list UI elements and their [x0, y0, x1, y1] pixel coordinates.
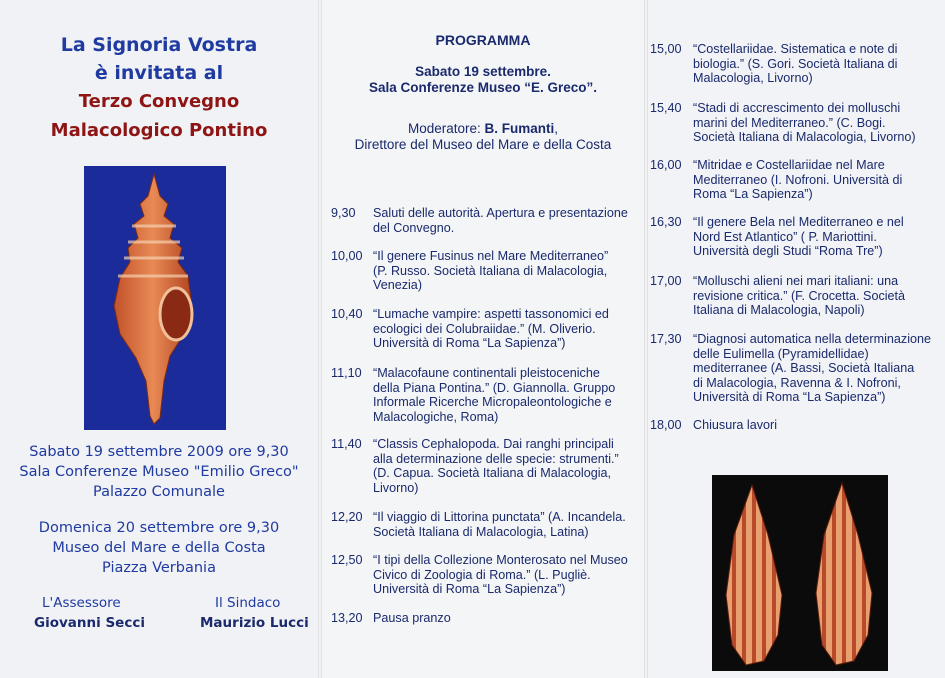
program-time: 18,00 [650, 418, 682, 432]
program-line: Società Italiana di Malacologia, Latina) [373, 524, 589, 539]
program-description [693, 332, 931, 405]
sindaco-name: Maurizio Lucci [200, 615, 309, 631]
program-line: (D. Capua. Società Italiana di Malacologia, [373, 466, 612, 480]
program-description [693, 158, 902, 202]
program-description [373, 553, 628, 597]
program-description [693, 101, 916, 145]
sunday-info [0, 518, 318, 578]
program-line: revisione critica.” (F. Crocetta. Società [693, 288, 906, 303]
program-description [693, 42, 897, 86]
event-title-line-2: Malacologico Pontino [50, 120, 268, 141]
program-line: delle Eulimella (Pyramidellidae) [693, 346, 869, 361]
program-line: Malacologia, Livorno) [693, 71, 813, 85]
program-line: Società Italiana di Malacologia, Livorno) [693, 130, 916, 144]
saturday-date: Sabato 19 settembre 2009 ore 9,30 [29, 444, 289, 460]
program-line: “Stadi di accrescimento dei molluschi [693, 101, 901, 115]
program-line: Pausa pranzo [373, 611, 451, 625]
mitra-shells-photo [712, 475, 888, 671]
program-time: 11,40 [331, 437, 362, 451]
program-time: 15,00 [650, 42, 682, 56]
sunday-venue: Museo del Mare e della Costa [52, 540, 266, 556]
program-time: 9,30 [331, 206, 356, 220]
program-line: Venezia) [373, 278, 423, 292]
event-title-line-1: Terzo Convegno [78, 91, 240, 112]
program-date: Sabato 19 settembre. [415, 64, 551, 79]
program-line: Saluti delle autorità. Apertura e presentazione [373, 206, 628, 220]
program-line: Mediterraneo (I. Nofroni. Università di [693, 172, 903, 187]
program-time: 10,00 [331, 249, 363, 263]
program-line: alla determinazione delle specie: strumenti.” [373, 451, 619, 466]
program-time: 16,30 [650, 215, 682, 229]
striped-shells-image [712, 475, 888, 671]
shell-photo [84, 166, 226, 430]
program-line: “Lumache vampire: aspetti tassonomici ed [373, 307, 609, 321]
program-line: Università di Roma “La Sapienza”) [693, 390, 886, 404]
sindaco-title: Il Sindaco [215, 595, 281, 611]
program-description [373, 437, 619, 495]
program-line: Università di Roma “La Sapienza”) [373, 336, 566, 350]
program-description [693, 215, 904, 259]
program-description [373, 366, 615, 424]
program-line: “Il genere Fusinus nel Mare Mediterraneo” [373, 249, 609, 263]
program-line: Malacologiche, Roma) [373, 409, 499, 424]
program-time: 17,00 [650, 274, 682, 288]
sunday-place: Piazza Verbania [102, 560, 216, 576]
program-line: “Classis Cephalopoda. Dai ranghi principali [373, 437, 614, 451]
program-description [693, 274, 905, 318]
program-line: Chiusura lavori [693, 418, 777, 432]
program-venue: Sala Conferenze Museo “E. Greco”. [368, 80, 598, 95]
invite-line-2: è invitata al [94, 62, 224, 84]
program-line: della Piana Pontina.” (D. Giannolla. Gruppo [373, 380, 616, 395]
program-time: 11,10 [331, 366, 362, 380]
program-description [693, 418, 777, 433]
program-line: Università degli Studi “Roma Tre”) [693, 244, 883, 258]
moderator-comma: , [554, 121, 559, 136]
program-line: Nord Est Atlantico” ( P. Mariottini. [693, 229, 877, 244]
assessore-name: Giovanni Secci [34, 615, 145, 631]
program-line: Università di Roma “La Sapienza”) [373, 582, 566, 596]
program-description [373, 510, 626, 539]
saturday-place: Palazzo Comunale [93, 484, 225, 500]
invite-line-1: La Signoria Vostra [60, 34, 258, 56]
program-time: 17,30 [650, 332, 682, 346]
program-time: 12,50 [331, 553, 363, 567]
program-line: del Convegno. [373, 220, 455, 235]
assessore-title: L'Assessore [42, 595, 121, 611]
saturday-venue: Sala Conferenze Museo "Emilio Greco" [19, 464, 299, 480]
program-line: “Il genere Bela nel Mediterraneo e nel [693, 215, 904, 229]
program-time: 12,20 [331, 510, 363, 524]
program-description [373, 307, 609, 351]
program-line: “Diagnosi automatica nella determinazione [693, 332, 932, 346]
program-line: “Molluschi alieni nei mari italiani: una [693, 274, 899, 288]
program-line: Informale Ricerche Micropaleontologiche e [373, 395, 612, 409]
program-description [373, 611, 451, 626]
program-line: Italiana di Malacologia, Napoli) [693, 303, 865, 317]
program-line: marini del Mediterraneo.” (C. Bogi. [693, 115, 886, 130]
moderator-label: Moderatore: [407, 121, 481, 136]
moderator-line [322, 121, 644, 136]
program-line: biologia.” (S. Gori. Società Italiana di [693, 56, 898, 71]
saturday-info [0, 442, 318, 502]
moderator-name: B. Fumanti [484, 121, 555, 136]
program-line: ecologici dei Colubraiidae.” (M. Oliverio. [373, 321, 596, 336]
program-line: Roma “La Sapienza”) [693, 187, 813, 201]
program-description [373, 249, 608, 293]
program-line: mediterranee (A. Bassi, Società Italiana [693, 361, 915, 375]
program-heading: PROGRAMMA [435, 32, 531, 48]
moderator-role: Direttore del Museo del Mare e della Costa [354, 137, 612, 152]
program-line: “Il viaggio di Littorina punctata” (A. Incandela. [373, 510, 626, 524]
program-line: Civico di Zoologia di Roma.” (L. Pugliè. [373, 567, 591, 582]
program-line: “Mitridae e Costellariidae nel Mare [693, 158, 885, 172]
sunday-date: Domenica 20 settembre ore 9,30 [38, 520, 280, 536]
program-line: “I tipi della Collezione Monterosato nel Museo [373, 553, 628, 567]
program-time: 13,20 [331, 611, 363, 625]
program-line: di Malacologia, Ravenna & I. Nofroni, [693, 375, 901, 390]
program-line: (P. Russo. Società Italiana di Malacologia, [373, 263, 608, 278]
program-time: 15,40 [650, 101, 682, 115]
program-line: “Malacofaune continentali pleistoceniche [373, 366, 600, 380]
program-time: 16,00 [650, 158, 682, 172]
fusinus-shell-image [84, 166, 226, 430]
program-time: 10,40 [331, 307, 363, 321]
program-line: “Costellariidae. Sistematica e note di [693, 42, 898, 56]
program-line: Livorno) [373, 480, 419, 495]
program-description [373, 206, 628, 235]
